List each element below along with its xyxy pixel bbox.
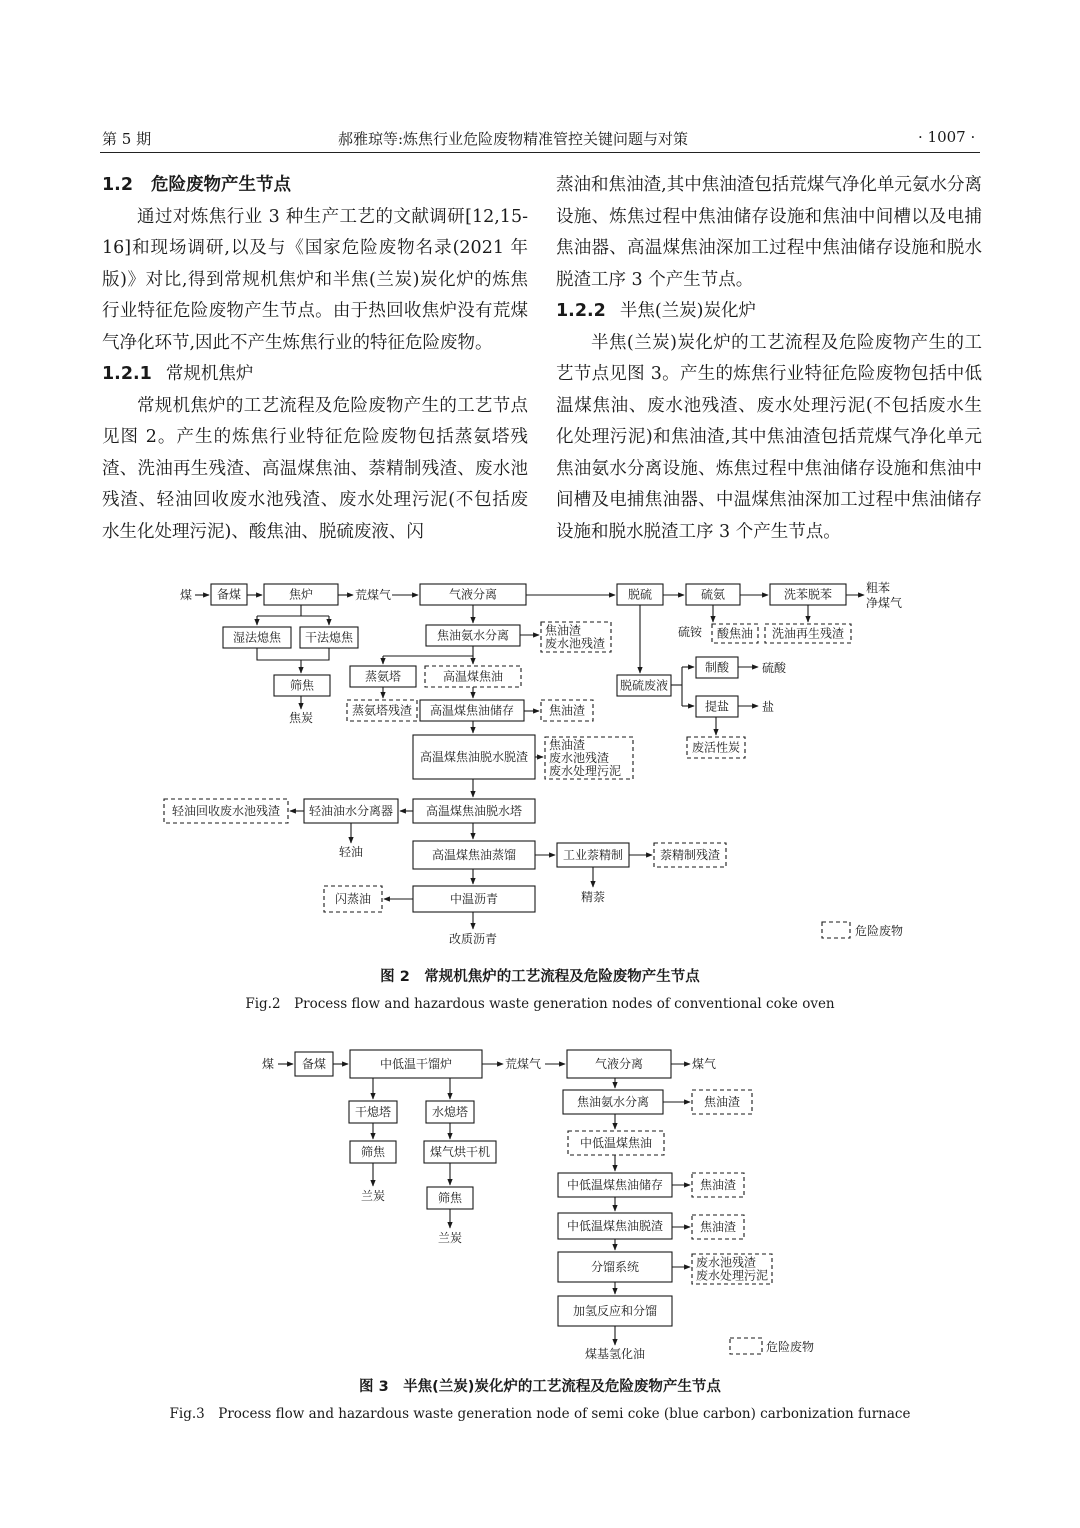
- box-label-tar_res: 焦油渣: [548, 703, 586, 718]
- label-crude_benz: 粗苯: [866, 581, 891, 595]
- box-label-tar_amm: 焦油氨水分离: [436, 628, 510, 643]
- box-label-prep: 备煤: [216, 587, 242, 602]
- label-gas: 煤气: [692, 1057, 717, 1071]
- box-label-screen2: 筛焦: [437, 1191, 463, 1205]
- paragraph-3: 半焦(兰炭)炭化炉的工艺流程及危险废物产生的工艺节点见图 3。产生的炼焦行业特征危险废物包括中低温煤焦油、废水池残渣、废水处理污泥(不包括废水生化处理污泥)和焦油渣,其中焦油渣包括荒煤气净化单元焦油氨水分离设施、炼焦过程中焦油储存设施和焦油中间槽及电捕焦油器、中温煤焦油深加工过程中焦油储存设施和脱水脱渣工序 3 个产生节点。: [556, 332, 982, 542]
- label-amm_sulfate: 硫铵: [678, 625, 703, 639]
- label-raw_gas: 荒煤气: [355, 588, 392, 602]
- box-label-ind_naph: 工业萘精制: [562, 848, 624, 862]
- box-label-mlt_dewater: 中低温煤焦油脱渣: [566, 1219, 664, 1233]
- label-mod_pitch: 改质沥青: [448, 932, 498, 946]
- section-heading-1-2-2: 1.2.2 半焦(兰炭)炭化炉: [556, 301, 756, 321]
- paragraph-2: 常规机焦炉的工艺流程及危险废物产生的工艺节点见图 2。产生的炼焦行业特征危险废物包括蒸氨塔残渣、洗油再生残渣、高温煤焦油、萘精制残渣、废水池残渣、轻油回收废水池残渣、废水处理污泥(不包括废水生化处理污泥)、酸焦油、脱硫废液、闪: [102, 395, 528, 542]
- box-label-tar_res2: 焦油渣: [699, 1178, 737, 1192]
- label-lan2: 兰炭: [437, 1231, 463, 1245]
- box-label-mlt_tar: 中低温煤焦油: [579, 1136, 653, 1150]
- box-label-gl_sep: 气液分离: [448, 587, 498, 602]
- flow-connector: [257, 648, 329, 660]
- section-heading-1-2-1: 1.2.1 常规机焦炉: [102, 364, 254, 384]
- label-hydro_oil: 煤基氢化油: [584, 1347, 646, 1361]
- box-label-tar_amm: 焦油氨水分离: [576, 1095, 650, 1109]
- running-header-title: 郝雅琼等:炼焦行业危险废物精准管控关键问题与对策: [338, 130, 689, 148]
- box-label-gas_dryer: 煤气烘干机: [429, 1145, 491, 1159]
- running-header-page: · 1007 ·: [918, 128, 976, 146]
- label-refined_naph: 精萘: [580, 890, 606, 904]
- box-label-gl_sep: 气液分离: [594, 1057, 644, 1071]
- box-label-tar_res3: 焦油渣: [699, 1220, 737, 1234]
- box-label-wet_tower: 水熄塔: [431, 1105, 469, 1119]
- label-salt: 盐: [762, 700, 775, 714]
- figure-3-caption-cn: 图 3 半焦(兰炭)炭化炉的工艺流程及危险废物产生节点: [359, 1379, 721, 1395]
- box-label-wet_quench: 湿法熄焦: [232, 630, 282, 645]
- box-label-amm_still: 蒸氨塔: [364, 669, 402, 684]
- box-label-mlt_store: 中低温煤焦油储存: [566, 1178, 664, 1192]
- box-label-dry_tower: 干熄塔: [354, 1105, 392, 1119]
- box-label-furnace: 中低温干馏炉: [379, 1057, 453, 1071]
- box-label-amm_sulf: 硫氨: [700, 587, 726, 602]
- box-label-dist_sys: 分馏系统: [590, 1260, 640, 1274]
- figure-3-caption-en: Fig.3 Process flow and hazardous waste generation node of semi coke (blue carbon) carbonization furnace: [169, 1406, 911, 1422]
- label-sulf_acid: 硫酸: [762, 661, 787, 675]
- box-label-w_tar_pool: 焦油渣废水池残渣: [545, 623, 606, 651]
- box-label-ht_store: 高温煤焦油储存: [429, 703, 515, 718]
- label-light_oil: 轻油: [338, 845, 364, 859]
- label-coke: 焦炭: [288, 711, 314, 725]
- box-label-waste_carbon: 废活性炭: [691, 740, 741, 755]
- box-label-hydro: 加氢反应和分馏: [572, 1304, 658, 1318]
- label-coal: 煤: [180, 588, 193, 602]
- section-heading-1-2: 1.2 危险废物产生节点: [102, 175, 292, 195]
- label-raw_gas: 荒煤气: [505, 1057, 542, 1071]
- box-label-acid_make: 制酸: [704, 660, 730, 675]
- legend-hazard-label: 危险废物: [766, 1340, 815, 1354]
- box-label-w_two: 废水池残渣废水处理污泥: [696, 1255, 769, 1283]
- box-label-acid_tar: 酸焦油: [716, 626, 754, 641]
- box-label-ht_dist: 高温煤焦油蒸馏: [431, 848, 517, 862]
- box-label-wash_oil: 洗油再生残渣: [771, 626, 845, 641]
- box-label-light_res: 轻油回收废水池残渣: [171, 804, 281, 818]
- legend-hazard-label: 危险废物: [855, 924, 904, 938]
- box-label-oven: 焦炉: [288, 587, 314, 602]
- box-label-ht_tar: 高温煤焦油: [442, 669, 504, 684]
- paragraph-2-continued: 蒸油和焦油渣,其中焦油渣包括荒煤气净化单元氨水分离设施、炼焦过程中焦油储存设施和焦油中间槽以及电捕焦油器、高温煤焦油深加工过程中焦油储存设施和脱水脱渣工序 3 个产生节点。: [556, 175, 982, 290]
- box-label-benz_wash: 洗苯脱苯: [783, 587, 833, 602]
- paragraph-1: 通过对炼焦行业 3 种生产工艺的文献调研[12,15-16]和现场调研,以及与《国家危险废物名录(2021 年版)》对比,得到常规机焦炉和半焦(兰炭)炭化炉的炼焦行业特征危险废物产生节点。由于热回收焦炉没有荒煤气净化环节,因此不产生炼焦行业的特征危险废物。: [102, 206, 528, 353]
- box-label-light_sep: 轻油油水分离器: [308, 804, 394, 818]
- box-label-screen1: 筛焦: [360, 1145, 386, 1159]
- box-label-w_three: 焦油渣废水池残渣废水处理污泥: [549, 738, 622, 778]
- legend-hazard-swatch: [730, 1338, 762, 1354]
- box-label-naph_res: 萘精制残渣: [659, 848, 721, 862]
- box-label-flash_oil: 闪蒸油: [334, 892, 372, 906]
- label-coal: 煤: [262, 1057, 275, 1071]
- figure-2-caption-cn: 图 2 常规机焦炉的工艺流程及危险废物产生节点: [380, 969, 700, 985]
- box-label-screen: 筛焦: [289, 678, 315, 693]
- box-label-salt_ext: 提盐: [704, 699, 730, 714]
- running-header-issue: 第 5 期: [102, 130, 152, 148]
- box-label-dry_quench: 干法熄焦: [304, 630, 354, 645]
- box-label-still_res: 蒸氨塔残渣: [351, 703, 413, 718]
- box-label-tar_res1: 焦油渣: [703, 1095, 741, 1109]
- box-label-prep: 备煤: [301, 1057, 327, 1071]
- label-lan1: 兰炭: [360, 1189, 386, 1203]
- legend-hazard-swatch: [822, 922, 850, 938]
- box-label-ht_tower: 高温煤焦油脱水塔: [425, 804, 523, 818]
- box-label-desulf: 脱硫: [627, 587, 653, 602]
- figure-2-caption-en: Fig.2 Process flow and hazardous waste generation nodes of conventional coke oven: [245, 996, 835, 1012]
- box-label-desulf_liq: 脱硫废液: [619, 678, 669, 693]
- box-label-mt_pitch: 中温沥青: [449, 892, 499, 906]
- box-label-ht_dewater: 高温煤焦油脱水脱渣: [419, 750, 529, 764]
- label-clean_gas: 净煤气: [866, 596, 903, 610]
